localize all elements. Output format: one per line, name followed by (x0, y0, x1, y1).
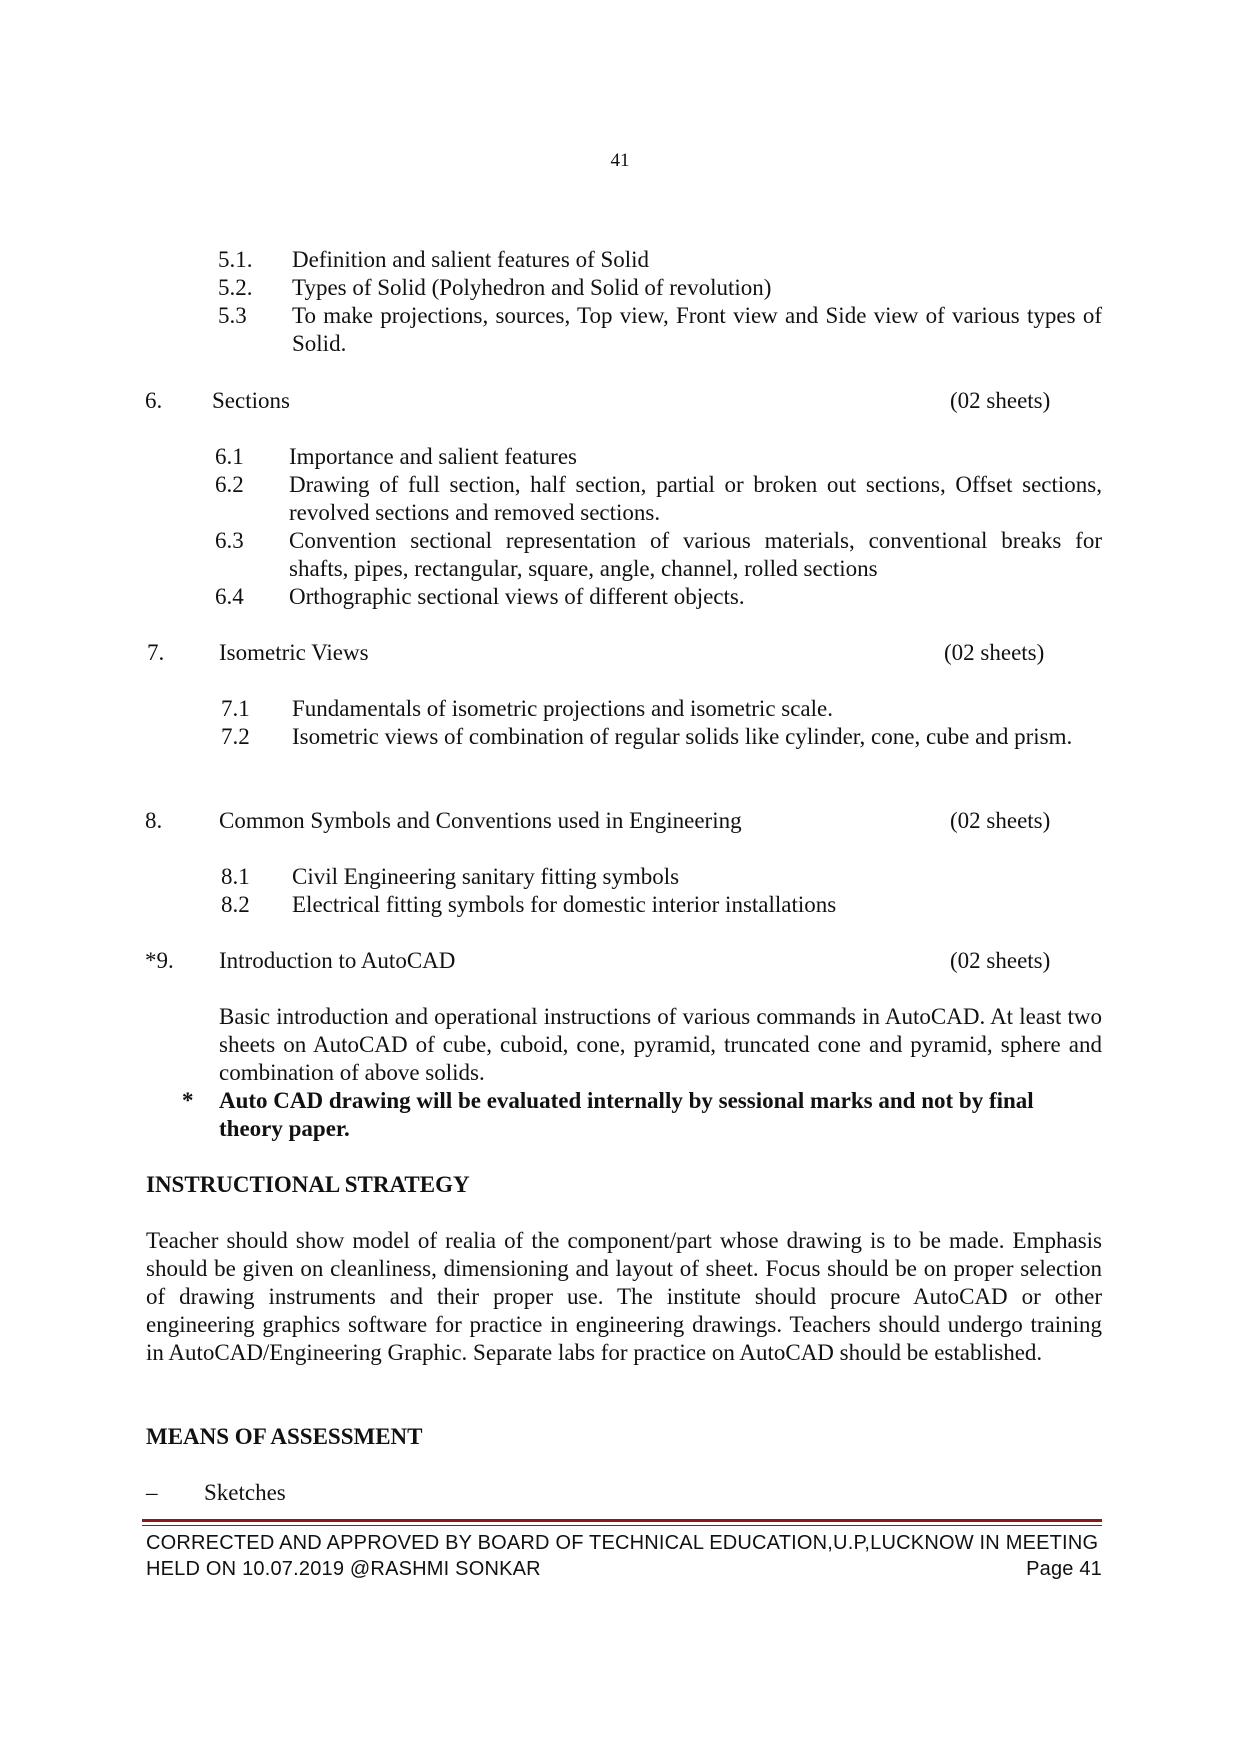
note-marker: * (182, 1088, 194, 1113)
instructional-strategy-heading: INSTRUCTIONAL STRATEGY (146, 1172, 470, 1197)
item-text: Drawing of full section, half section, partial or broken out sections, Offset sections, revolved sections and removed sections. (289, 472, 1102, 525)
section-number: 6. (145, 388, 163, 413)
item-text: Definition and salient features of Solid (292, 247, 650, 272)
section-number: 7. (147, 640, 165, 665)
footer-page-label: Page 41 (1026, 1558, 1102, 1580)
item-number: 7.1 (221, 696, 250, 721)
autocad-note: Auto CAD drawing will be evaluated internally by sessional marks and not by final theory paper. (219, 1088, 1034, 1141)
footer-rule (142, 1519, 1102, 1522)
item-number: 6.2 (215, 472, 244, 497)
item-number: 6.3 (215, 528, 244, 553)
means-of-assessment-heading: MEANS OF ASSESSMENT (146, 1424, 423, 1449)
sheet-count: (02 sheets) (950, 948, 1051, 973)
item-number: 6.1 (215, 444, 244, 469)
item-number: 5.1. (218, 247, 253, 272)
instructional-strategy-paragraph: Teacher should show model of realia of the component/part whose drawing is to be made. Emphasis should be given on cleanliness, dimensioning and layout of sheet. Focus should be on proper selection of drawing instruments and their proper use. The institute should procure AutoCAD or other engineering graphics software for practice in engineering drawings. Teachers should undergo training in AutoCAD/Engineering Graphic. Separate labs for practice on AutoCAD should be established. (146, 1228, 1102, 1365)
section-title: Introduction to AutoCAD (219, 948, 456, 973)
bullet-dash: – (146, 1480, 158, 1505)
sheet-count: (02 sheets) (944, 640, 1045, 665)
footer-line-2: HELD ON 10.07.2019 @RASHMI SONKAR (146, 1558, 541, 1580)
section-number: 8. (145, 808, 163, 833)
section-number: *9. (145, 948, 174, 973)
section-title: Isometric Views (219, 640, 369, 665)
autocad-intro-paragraph: Basic introduction and operational instructions of various commands in AutoCAD. At least two sheets on AutoCAD of cube, cuboid, cone, pyramid, truncated cone and pyramid, sphere and combination of above solids. (219, 1004, 1102, 1085)
section-title: Sections (212, 388, 290, 413)
item-text: Types of Solid (Polyhedron and Solid of revolution) (292, 275, 772, 300)
item-text: Convention sectional representation of various materials, conventional breaks for shafts, pipes, rectangular, square, angle, channel, rolled sections (289, 528, 1102, 581)
item-number: 8.2 (221, 892, 250, 917)
item-number: 7.2 (221, 724, 250, 749)
item-number: 5.3 (218, 303, 247, 328)
sheet-count: (02 sheets) (950, 388, 1051, 413)
item-number: 8.1 (221, 864, 250, 889)
item-number: 6.4 (215, 584, 244, 609)
item-text: Fundamentals of isometric projections and isometric scale. (292, 696, 833, 721)
section-title: Common Symbols and Conventions used in Engineering (219, 808, 742, 833)
page-number: 41 (610, 150, 630, 171)
assessment-item: Sketches (204, 1480, 286, 1505)
item-text: Electrical fitting symbols for domestic interior installations (292, 892, 837, 917)
item-text: Isometric views of combination of regular solids like cylinder, cone, cube and prism. (292, 724, 1073, 749)
item-text: Civil Engineering sanitary fitting symbols (292, 864, 680, 889)
footer-line-1: CORRECTED AND APPROVED BY BOARD OF TECHNICAL EDUCATION,U.P,LUCKNOW IN MEETING (146, 1532, 1099, 1554)
sheet-count: (02 sheets) (950, 808, 1051, 833)
item-number: 5.2. (218, 275, 253, 300)
item-text: Importance and salient features (289, 444, 578, 469)
item-text: Orthographic sectional views of different objects. (289, 584, 745, 609)
footer-rule-thin (142, 1525, 1102, 1526)
item-text: To make projections, sources, Top view, Front view and Side view of various types of Solid. (292, 303, 1102, 356)
